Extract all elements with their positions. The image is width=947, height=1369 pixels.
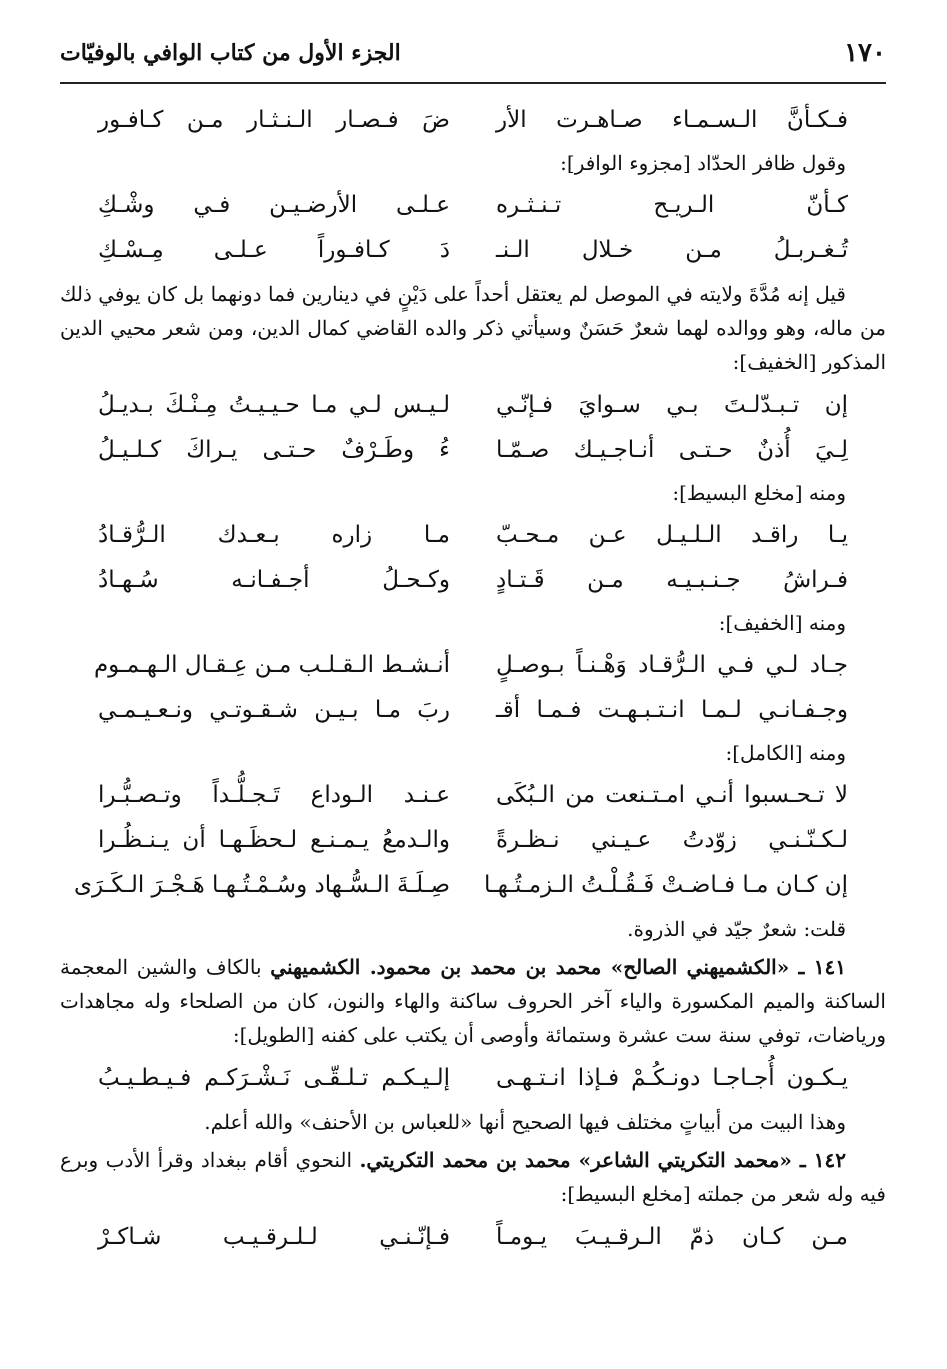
verse-first-hemistich: لـكـنّـنـي زوّدتُ عـيـني نـظـرةً (496, 827, 848, 853)
verse-line (60, 643, 886, 688)
page-number: ١٧٠ (844, 38, 886, 68)
verse-first-hemistich: كـأنّ الـريـح تـنـثـره (496, 192, 848, 218)
verse-second-hemistich: ضَ فـصـار الـنـثـار مـن كـافـور (98, 107, 450, 133)
verse-intro: ومنه [مخلع البسيط]: (672, 481, 846, 505)
verse-line (60, 98, 886, 143)
verse-second-hemistich: والـدمعُ يـمـنـع لـحظَـهـا أن يـنـظُـرا (98, 827, 450, 853)
verse-second-hemistich: عـنـد الـوداع تَـجـلُّـداً وتـصـبُّـرا (98, 782, 450, 808)
verse-line (60, 558, 886, 603)
verse-line (60, 428, 886, 473)
verse-second-hemistich: فـإنّـنـي لـلـرقـيـب شـاكـرْ (98, 1224, 450, 1250)
verse-first-hemistich: لا تـحـسبوا أنـي امـتـنعت من الـبُكَى (496, 782, 848, 808)
verse-first-hemistich: جـاد لـي فـي الـرُّقـاد وَهْـنـاً بـوصـلٍ (496, 652, 848, 678)
verse-first-hemistich: تُـغـربـلُ مـن خـلال الـنـ (496, 237, 848, 263)
verse-intro: ومنه [الخفيف]: (718, 611, 846, 635)
verse-first-hemistich: مـن كـان ذمّ الـرقـيـبَ يـومـاً (496, 1224, 848, 1250)
verse-second-hemistich: لـيـس لـي مـا حـيـيـتُ مِـنْـكَ بـديـلُ (98, 392, 450, 418)
verse-intro: وقول ظافر الحدّاد [مجزوء الوافر]: (560, 151, 846, 175)
verse-second-hemistich: مـا زاره بـعـدك الـرُّقـادُ (98, 522, 450, 548)
entry-heading: ١٤١ ـ «الكشميهني الصالح» محمد بن محمد بن محمود. الكشميهني (270, 955, 846, 979)
verse-line (60, 863, 886, 908)
verse-line (60, 513, 886, 558)
verse-first-hemistich: إن تـبـدّلـتَ بـي سـوايَ فـإنّـي (496, 392, 848, 418)
prose-paragraph: قلت: شعرٌ جيّد في الذروة. (627, 917, 846, 941)
verse-line (60, 1215, 886, 1260)
entry-heading: ١٤٢ ـ «محمد التكريتي الشاعر» محمد بن محمد التكريتي. (359, 1148, 847, 1172)
verse-second-hemistich: صِـلَـةَ الـسُّـهاد وسُـمْـتُـهـا هَـجْـرَ الـكَـرَى (73, 872, 450, 898)
verse-first-hemistich: إن كـان مـا فـاضـتْ فَـقُـلْـتُ الـزمـتُـهـا (483, 872, 848, 898)
verse-first-hemistich: فـكـأنَّ الـسـمـاء صـاهـرت الأر (496, 107, 848, 133)
verse-second-hemistich: ربَ مـا بـيـن شـقـوتـي ونـعـيـمـي (98, 697, 450, 723)
verse-first-hemistich: يـكـون أُجـاجـا دونـكُـمْ فـإذا انـتـهـى (496, 1065, 848, 1091)
verse-first-hemistich: لِـيَ أُذنٌ حـتـى أنـاجـيـك صـمّـا (496, 437, 848, 463)
verse-line (60, 688, 886, 733)
verse-second-hemistich: أنـشـط الـقـلـب مـن عِـقـال الـهـمـوم (93, 652, 450, 678)
verse-line (60, 1056, 886, 1101)
page-header (60, 38, 886, 78)
entry-text: النحوي أقام ببغداد وقرأ الأدب وبرع فيه وله شعر من جملته [مخلع البسيط]: (60, 1148, 886, 1206)
verse-line (60, 818, 886, 863)
entry-text: بالكاف والشين المعجمة الساكنة والميم المكسورة والياء آخر الحروف ساكنة والهاء والنون، كان من الصلحاء وله مجاهدات ورياضات، توفي سنة ست عشرة وستمائة وأوصى أن يكتب على كفنه [الطويل]: (60, 955, 886, 1047)
verse-second-hemistich: وكـحـلُ أجـفـانـه سُـهـادُ (98, 567, 450, 593)
running-title: الجزء الأول من كتاب الوافي بالوفيّات (60, 40, 401, 66)
verse-first-hemistich: وجـفـانـي لـمـا انـتـبـهـت فـمـا أقـ (496, 697, 848, 723)
entry-paragraph (60, 1143, 886, 1211)
header-rule (60, 82, 886, 84)
verse-intro: ومنه [الكامل]: (725, 741, 846, 765)
verse-line (60, 183, 886, 228)
verse-line (60, 773, 886, 818)
verse-second-hemistich: إلـيـكـم تـلـقّـى نَـشْـرَكـم فـيـطـيـبُ (98, 1065, 450, 1091)
entry-paragraph (60, 950, 886, 1052)
verse-line (60, 228, 886, 273)
verse-second-hemistich: دَ كـافـوراً عـلـى مِـسْـكِ (98, 237, 450, 263)
verse-line (60, 383, 886, 428)
prose-paragraph: وهذا البيت من أبياتٍ مختلف فيها الصحيح أنها «للعباس بن الأحنف» والله أعلم. (204, 1110, 846, 1134)
verse-first-hemistich: فـراشُ جـنـبـيـه مـن قَـتـادٍ (496, 567, 848, 593)
verse-second-hemistich: عـلـى الأرضـيـن فـي وشْـكِ (98, 192, 450, 218)
prose-paragraph: قيل إنه مُدَّةَ ولايته في الموصل لم يعتقل أحداً على دَيْنٍ في دينارين فما دونهما بل كان يوفي ذلك من ماله، وهو ووالده لهما شعرٌ حَسَنٌ وسيأتي ذكر والده القاضي كمال الدين، ومن شعر محيي الدين المذكور [الخفيف]: (60, 282, 886, 374)
verse-second-hemistich: ءُ وطَـرْفٌ حـتـى يـراكَ كـلـيـلُ (98, 437, 450, 463)
page-body (60, 98, 886, 1260)
verse-first-hemistich: يـا راقـد الـلـيـل عـن مـحـبّ (496, 522, 848, 548)
